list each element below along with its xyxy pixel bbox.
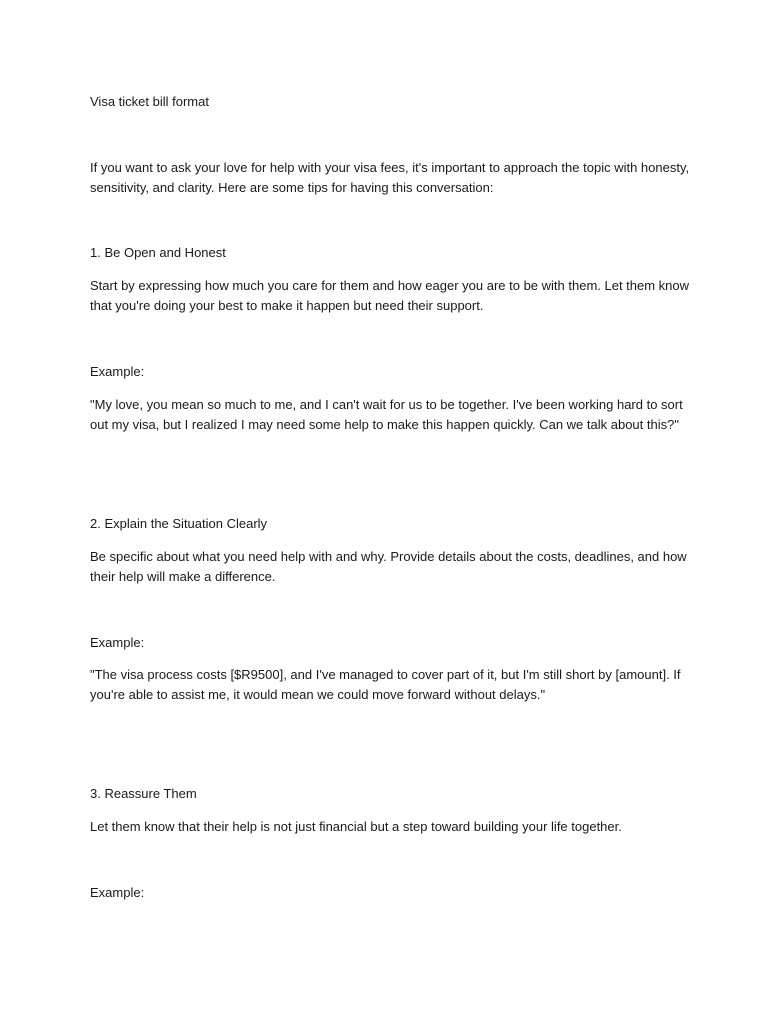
section-1-heading: 1. Be Open and Honest (90, 245, 226, 260)
section-2-body: Be specific about what you need help with and why. Provide details about the costs, deadlines, and how their help will make a difference. (90, 549, 687, 584)
section-3-heading: 3. Reassure Them (90, 786, 197, 801)
section-1-example-label: Example: (90, 364, 145, 379)
intro-paragraph: If you want to ask your love for help with your visa fees, it's important to approach the topic with honesty, sensitivity, and clarity. Here are some tips for having this conversation: (90, 160, 690, 195)
section-2-example-label: Example: (90, 635, 145, 650)
section-2-heading: 2. Explain the Situation Clearly (90, 516, 268, 531)
document-title: Visa ticket bill format (90, 94, 209, 109)
section-2-example-text: "The visa process costs [$R9500], and I've managed to cover part of it, but I'm still short by [amount]. If you're able to assist me, it would mean we could move forward without delays." (90, 667, 681, 702)
section-3-example-label: Example: (90, 885, 145, 900)
section-3-body: Let them know that their help is not just financial but a step toward building your life together. (90, 819, 622, 834)
section-1-body: Start by expressing how much you care for them and how eager you are to be with them. Let them know that you're doing your best to make it happen but need their support. (90, 278, 690, 313)
section-1-example-text: "My love, you mean so much to me, and I can't wait for us to be together. I've been working hard to sort out my visa, but I realized I may need some help to make this happen quickly. Can we talk about this?" (90, 397, 683, 432)
